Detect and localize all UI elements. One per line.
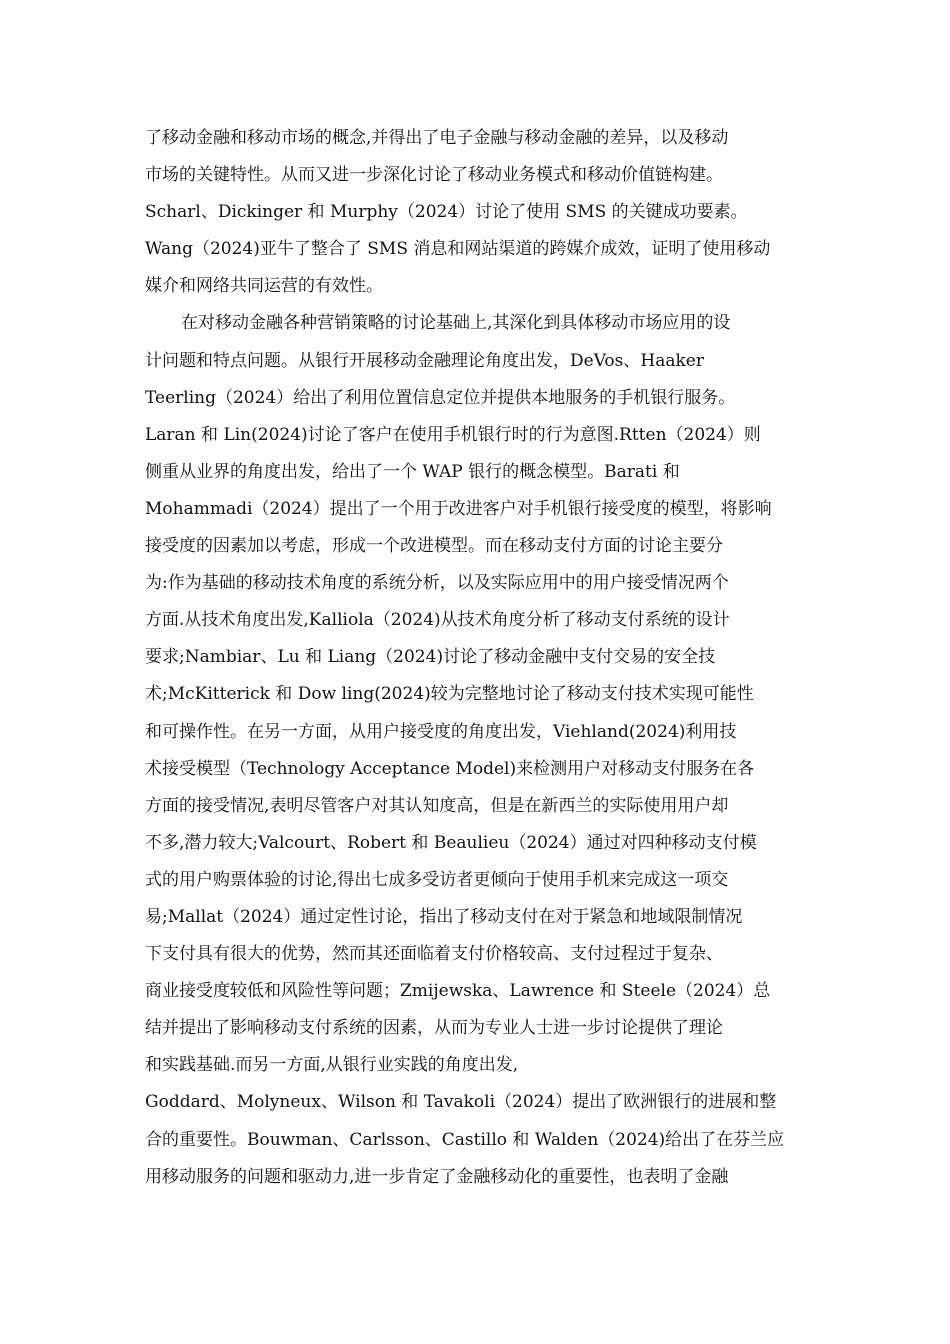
text-line: 和可操作性。在另一方面，从用户接受度的角度出发，Viehland(2024)利用技 [145, 721, 737, 742]
text-line: Teerling（2024）给出了利用位置信息定位并提供本地服务的手机银行服务。 [145, 387, 736, 408]
text-line: Laran 和 Lin(2024)讨论了客户在使用手机银行时的行为意图.Rtten（2024）则 [145, 424, 761, 445]
text-line: 和实践基础.而另一方面,从银行业实践的角度出发, [145, 1055, 519, 1076]
text-line: Wang（2024)亚牛了整合了 SMS 消息和网站渠道的跨媒介成效，证明了使用移动 [145, 239, 771, 260]
text-line: 要求;Nambiar、Lu 和 Liang（2024)讨论了移动金融中支付交易的安全技 [145, 647, 716, 668]
text-line: 方面.从技术角度出发,Kalliola（2024)从技术角度分析了移动支付系统的设计 [145, 610, 730, 631]
text-line: 媒介和网络共同运营的有效性。 [145, 276, 383, 297]
text-line: 结并提出了影响移动支付系统的因素，从而为专业人士进一步讨论提供了理论 [145, 1018, 723, 1039]
text-line: 侧重从业界的角度出发，给出了一个 WAP 银行的概念模型。Barati 和 [145, 461, 680, 482]
text-line: 术;McKitterick 和 Dow ling(2024)较为完整地讨论了移动支付技术实现可能性 [145, 684, 754, 705]
text-line: 方面的接受情况,表明尽管客户对其认知度高，但是在新西兰的实际使用用户却 [145, 795, 729, 816]
paragraph-first-line: 在对移动金融各种营销策略的讨论基础上,其深化到具体移动市场应用的设 [181, 313, 731, 334]
text-line: Goddard、Molyneux、Wilson 和 Tavakoli（2024）提出了欧洲银行的进展和整 [145, 1092, 777, 1113]
text-line: 了移动金融和移动市场的概念,并得出了电子金融与移动金融的差异，以及移动 [145, 128, 729, 148]
text-line: 市场的关键特性。从而又进一步深化讨论了移动业务模式和移动价值链构建。 [145, 165, 723, 186]
text-line: 易;Mallat（2024）通过定性讨论，指出了移动支付在对于紧急和地域限制情况 [145, 906, 743, 927]
text-line: 计问题和特点问题。从银行开展移动金融理论角度出发，DeVos、Haaker [145, 350, 704, 371]
body-text [145, 120, 810, 1196]
text-line: 式的用户购票体验的讨论,得出七成多受访者更倾向于使用手机来完成这一项交 [145, 869, 729, 890]
text-line: 商业接受度较低和风险性等问题；Zmijewska、Lawrence 和 Steele（2024）总 [145, 981, 771, 1002]
text-line: 不多,潜力较大;Valcourt、Robert 和 Beaulieu（2024）通过对四种移动支付模 [145, 832, 757, 853]
text-line: 为:作为基础的移动技术角度的系统分析，以及实际应用中的用户接受情况两个 [145, 573, 729, 594]
text-line: Scharl、Dickinger 和 Murphy（2024）讨论了使用 SMS 的关键成功要素。 [145, 202, 748, 223]
text-line: 下支付具有很大的优势，然而其还面临着支付价格较高、支付过程过于复杂、 [145, 944, 723, 965]
text-line: 用移动服务的问题和驱动力,进一步肯定了金融移动化的重要性，也表明了金融 [145, 1166, 729, 1187]
text-line: Mohammadi（2024）提出了一个用于改进客户对手机银行接受度的模型，将影响 [145, 498, 772, 519]
text-line: 术接受模型（Technology Acceptance Model)来检测用户对移动支付服务在各 [145, 758, 755, 779]
text-line: 合的重要性。Bouwman、Carlsson、Castillo 和 Walden（2024)给出了在芬兰应 [145, 1129, 785, 1150]
text-line: 接受度的因素加以考虑，形成一个改进模型。而在移动支付方面的讨论主要分 [145, 536, 723, 557]
